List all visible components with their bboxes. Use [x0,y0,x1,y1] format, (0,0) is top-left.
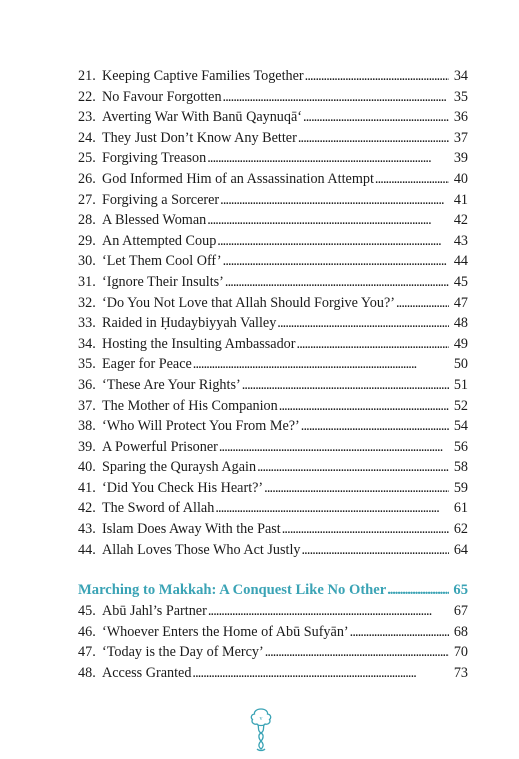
entry-page-number: 49 [453,335,468,352]
entry-number: 38. [78,418,96,435]
toc-entry [78,169,468,190]
toc-entry [78,313,468,334]
entry-title: Keeping Captive Families Together [102,68,304,84]
entry-page-number: 54 [453,418,468,435]
dot-leader [223,87,449,108]
entry-number: 43. [78,521,96,538]
dot-leader [223,251,449,272]
toc-entry [78,519,468,540]
entry-number: 31. [78,273,96,290]
entry-number: 45. [78,603,96,620]
entry-title: ‘Today is the Day of Mercy’ [102,644,264,661]
entry-title: God Informed Him of an Assassination Attempt [102,170,374,187]
dot-leader [387,579,449,601]
entry-number: 24. [78,129,96,146]
toc-entry [78,375,468,396]
entry-title: A Powerful Prisoner [102,438,218,455]
entry-number: 44. [78,541,96,558]
entry-title: Averting War With Banū Qaynuqā‘ [102,109,303,126]
toc-entry [78,540,468,561]
entry-title: ‘Let Them Cool Off’ [102,253,222,270]
entry-title: They Just Don’t Know Any Better [102,129,297,146]
entry-page-number: 64 [453,541,468,558]
entry-title: Forgiving a Sorcerer [102,191,220,208]
entry-title: ‘Ignore Their Insults’ [102,273,224,290]
toc-entry [78,190,468,211]
toc-entry [78,128,468,149]
entry-title: The Mother of His Companion [102,397,278,414]
dot-leader [265,642,449,663]
toc-entry [78,66,468,87]
section-title: Marching to Makkah: A Conquest Like No Other [78,582,387,599]
toc-entries-group-1 [78,66,468,560]
entry-number: 47. [78,644,96,661]
dot-leader [217,231,449,252]
toc-entry [78,293,468,314]
entry-title: ‘Who Will Protect You From Me?’ [102,418,300,435]
entry-number: 36. [78,376,96,393]
dot-leader [305,66,449,87]
toc-entry [78,231,468,252]
entry-page-number: 40 [453,170,468,187]
entry-title: ‘Do You Not Love that Allah Should Forgive You?’ [102,294,395,311]
dot-leader [193,354,449,375]
entry-number: 39. [78,438,96,455]
tree-ornament-graphic [248,706,274,754]
entry-number: 23. [78,109,96,126]
dot-leader [350,622,449,643]
entry-page-number: 43 [453,232,468,249]
entry-page-number: 41 [453,191,468,208]
section-heading [78,579,468,601]
toc-entry [78,107,468,128]
toc-entry [78,601,468,622]
entry-number: 42. [78,500,96,517]
entry-title: Hosting the Insulting Ambassador [102,335,296,352]
dot-leader [208,601,449,622]
dot-leader [207,148,449,169]
toc-entry [78,87,468,108]
entry-number: 25. [78,150,96,167]
entry-page-number: 70 [453,644,468,661]
entry-page-number: 36 [453,109,468,126]
toc-entry [78,334,468,355]
entry-page-number: 58 [453,459,468,476]
entry-number: 30. [78,253,96,270]
dot-leader [375,169,449,190]
entry-page-number: 62 [453,521,468,538]
table-of-contents [78,66,468,684]
toc-entry [78,210,468,231]
entry-number: 27. [78,191,96,208]
entry-page-number: 44 [453,253,468,270]
dot-leader [192,663,449,684]
entry-title: Abū Jahl’s Partner [102,603,207,620]
entry-page-number: 52 [453,397,468,414]
dot-leader [242,375,449,396]
entry-number: 22. [78,88,96,105]
dot-leader [264,478,449,499]
toc-entry [78,663,468,684]
entry-title: ‘Whoever Enters the Home of Abū Sufyān’ [102,623,349,640]
dot-leader [301,416,449,437]
entry-title: Eager for Peace [102,356,192,373]
entry-title: ‘These Are Your Rights’ [102,376,241,393]
entry-number: 35. [78,356,96,373]
entry-number: 41. [78,479,96,496]
toc-entry [78,396,468,417]
entry-page-number: 61 [453,500,468,517]
toc-entry [78,272,468,293]
toc-entry [78,416,468,437]
dot-leader [396,293,449,314]
entry-page-number: 42 [453,212,468,229]
entry-page-number: 51 [453,376,468,393]
toc-entry [78,354,468,375]
dot-leader [225,272,449,293]
entry-title: ‘Did You Check His Heart?’ [102,479,264,496]
entry-page-number: 47 [453,294,468,311]
entry-title: Allah Loves Those Who Act Justly [102,541,301,558]
entry-page-number: 48 [453,315,468,332]
dot-leader [297,334,450,355]
entry-title: Access Granted [102,665,192,682]
entry-title: Forgiving Treason [102,150,207,167]
entry-title: An Attempted Coup [102,232,217,249]
entry-page-number: 68 [453,623,468,640]
entry-number: 48. [78,665,96,682]
entry-number: 34. [78,335,96,352]
entry-page-number: 34 [453,68,468,84]
entry-page-number: 35 [453,88,468,105]
entry-page-number: 45 [453,273,468,290]
toc-entry [78,642,468,663]
entry-title: Sparing the Quraysh Again [102,459,257,476]
dot-leader [220,190,449,211]
entry-number: 26. [78,170,96,187]
dot-leader [298,128,449,149]
section-page-number: 65 [453,582,468,599]
toc-entry [78,622,468,643]
entry-number: 29. [78,232,96,249]
toc-entry [78,437,468,458]
toc-entry [78,498,468,519]
entry-page-number: 59 [453,479,468,496]
toc-entry [78,457,468,478]
toc-entry [78,148,468,169]
entry-title: A Blessed Woman [102,212,207,229]
entry-page-number: 37 [453,129,468,146]
entry-page-number: 50 [453,356,468,373]
toc-entry [78,251,468,272]
entry-page-number: 67 [453,603,468,620]
dot-leader [257,457,449,478]
entry-page-number: 73 [453,665,468,682]
dot-leader [215,498,449,519]
entry-number: 33. [78,315,96,332]
entry-number: 40. [78,459,96,476]
entry-number: 46. [78,623,96,640]
entry-title: The Sword of Allah [102,500,215,517]
dot-leader [282,519,449,540]
folio-numeral: v [259,716,263,722]
dot-leader [277,313,449,334]
entry-page-number: 56 [453,438,468,455]
toc-entries-group-2 [78,601,468,683]
entry-title: No Favour Forgotten [102,88,222,105]
dot-leader [219,437,449,458]
dot-leader [303,107,449,128]
entry-number: 28. [78,212,96,229]
entry-title: Raided in Ḥudaybiyyah Valley [102,315,277,332]
entry-number: 21. [78,68,96,84]
dot-leader [279,396,449,417]
toc-entry [78,478,468,499]
tree-ornament-icon [248,706,274,754]
entry-page-number: 39 [453,150,468,167]
entry-title: Islam Does Away With the Past [102,521,281,538]
entry-number: 37. [78,397,96,414]
dot-leader [207,210,449,231]
entry-number: 32. [78,294,96,311]
dot-leader [301,540,449,561]
